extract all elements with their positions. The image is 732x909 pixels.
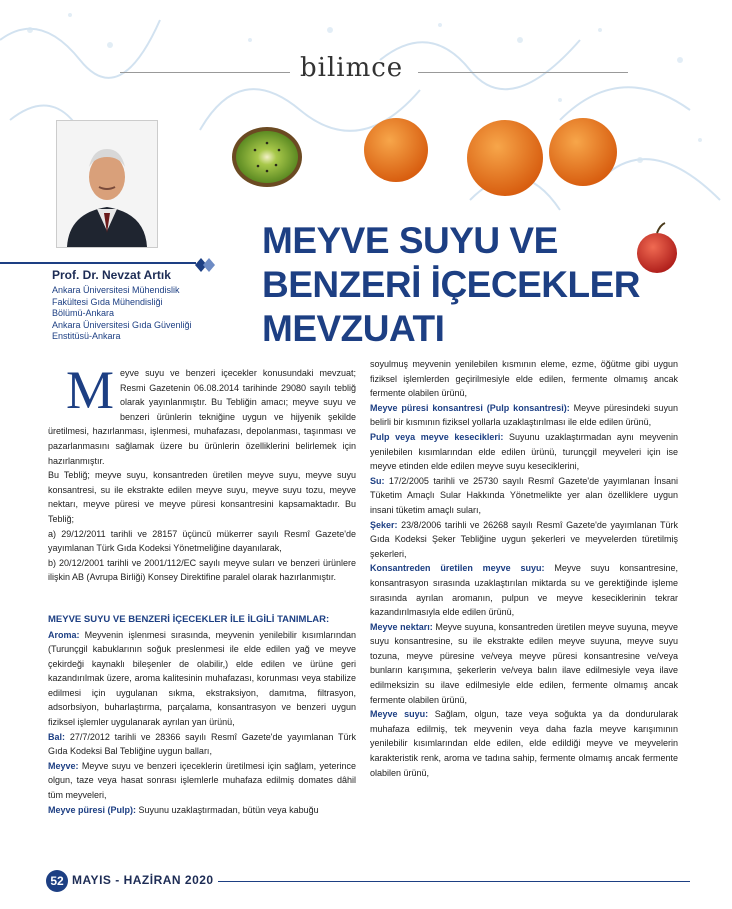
orange-fruit-3	[549, 118, 617, 186]
byline-bar	[0, 262, 196, 264]
definition-meyve-suyu: Meyve suyu: Sağlam, olgun, taze veya soğukta ya da dondurularak muhafaza edilmiş, tek meyvenin veya daha fazla meyve karışımının yenilebilir kısımlarından elde edilen, elde edildiği meyve ve meyvelerin karakteristik renk, aroma ve tadına sahip, fermente olmamış ancak fermente olabilen ürünü,	[370, 709, 678, 778]
definition-seker: Şeker: 23/8/2006 tarihli ve 26268 sayılı Resmî Gazete'de yayımlanan Türk Gıda Kodeksi Şeker Tebliğine uygun şekerleri ve meyvelerden türetilmiş şekerleri,	[370, 519, 678, 559]
title-line: MEVZUATI	[262, 308, 445, 349]
magazine-logo-icon	[193, 256, 217, 274]
paragraph: b) 20/12/2001 tarihli ve 2001/112/EC sayılı meyve suları ve benzeri ürünlere ilişkin AB (Avrupa Birliği) Konsey Direktifine paralel olarak hazırlanmıştır.	[48, 557, 356, 583]
article-title	[262, 219, 682, 351]
kiwi-slice	[236, 131, 298, 183]
affiliation-line: Bölümü-Ankara	[52, 308, 115, 318]
definition-nektar: Meyve nektarı: Meyve suyuna, konsantreden üretilen meyve suyuna, meyve suyu konsantresine, su ile ekstrakte edilen meyve suyuna, meyve suyu tozuna, meyve püresine ve/veya meyve püresi konsantresine ve/veya bunların karışımına, şekerlerin ve/veya balın ilave edilmesiyle veya ilave edilmeksizin su ilave edilmesiyle elde edilen, fermente olmamış ancak fermente olabilen ürünü,	[370, 621, 678, 705]
paragraph: a) 29/12/2011 tarihli ve 28157 üçüncü mükerrer sayılı Resmî Gazete'de yayımlanan Türk Gıda Kodeksi Yönetmeliğine dayanılarak,	[48, 528, 356, 554]
header-rule-left	[120, 72, 290, 73]
paragraph: Bu Tebliğ; meyve suyu, konsantreden üretilen meyve suyu, meyve suyu konsantresi, su ile ekstrakte edilen meyve suyu, meyve suyu tozu, meyve nektarı, meyve püresi ve meyve püresi konsantresini kapsamaktadır. Bu Tebliğ;	[48, 470, 356, 524]
orange-fruit-1	[364, 118, 428, 182]
orange-fruit-2	[467, 120, 543, 196]
affiliation-line: Ankara Üniversitesi Mühendislik	[52, 285, 180, 295]
paragraph: soyulmuş meyvenin yenilebilen kısmının eleme, ezme, öğütme gibi uygun fiziksel işlemlerden geçirilmesiyle elde edilen, fermente olmamış ancak fermente olabilen ürünü,	[370, 359, 678, 399]
definition-konsantreden: Konsantreden üretilen meyve suyu: Meyve suyu konsantresine, konsantrasyon sırasında uzaklaştırılan miktarda su ve gerektiğinde işleme sırasında ayrılan aromanın, pulpun ve meyve keseciklerinin tekrar kazandırılmasıyla elde edilen ürünü,	[370, 563, 679, 618]
footer-rule	[218, 881, 690, 882]
affiliation-line: Fakültesi Gıda Mühendisliği	[52, 296, 163, 307]
affiliation-line: Enstitüsü-Ankara	[52, 331, 121, 341]
article-column-left	[48, 360, 356, 817]
definition-su: Su: 17/2/2005 tarihli ve 25730 sayılı Resmî Gazete'de yayımlanan İnsani Tüketim Amaçlı Sular Hakkında Yönetmelikte yer alan özelliklere uygun insani tüketim amaçlı suları,	[370, 475, 678, 515]
affiliation-line: Ankara Üniversitesi Gıda Güvenliği	[52, 319, 192, 330]
definition-meyve-puresi: Meyve püresi (Pulp): Suyunu uzaklaştırmadan, bütün veya kabuğu	[48, 804, 319, 815]
definition-kesecik: Pulp veya meyve kesecikleri: Suyunu uzaklaştırmadan aynı meyvenin yenilebilen kısımlarından elde edilen ürünü, turunçgil meyveleri için ise meyve etinden elde edilen meyve suyu keseciklerini,	[370, 431, 678, 472]
author-name: Prof. Dr. Nevzat Artık	[52, 268, 171, 282]
definition-bal: Bal: 27/7/2012 tarihli ve 28366 sayılı Resmî Gazete'de yayımlanan Türk Gıda Kodeksi Bal Tebliğine uygun balları,	[48, 731, 356, 757]
definition-aroma: Aroma: Meyvenin işlenmesi sırasında, meyvenin yenilebilir kısımlarından (Turunçgil kabuklarının soğuk preslenmesi ile elde edilen yağ ve meyve çekirdeği kaynaklı bileşenler de olabilir,) elde edilen ve ürüne geri kazandırılmak üzere, aroma kalitesinin muhafazası, korunması veya stabilize edilmesi için uygulanan sıkma, ekstraksiyon, damıtma, filtrasyon, adsorbsiyon, buharlaştırma, parçalama, konsantrasyon ve benzeri uygun fiziksel işlemler uygulanarak ayrılan yan ürünü,	[48, 629, 356, 728]
article-column-right	[370, 357, 678, 780]
author-affiliation	[52, 285, 232, 343]
intro-paragraph: Meyve suyu ve benzeri içecekler konusundaki mevzuat; Resmi Gazetenin 06.08.2014 tarihinde 29080 sayılı tebliğ olarak yayınlanmıştır. Bu Tebliğin amacı; meyve suyu ve benzeri ürünlerin tekniğine uygun ve hijyenik şekilde üretilmesi, hazırlanması, işlenmesi, muhafazası, depolanması, taşınması ve pazarlanmasını sağlamak üzere bu ürünlerin özelliklerini belirlemek için hazırlanmıştır.	[48, 360, 356, 466]
definition-pure-konsantresi: Meyve püresi konsantresi (Pulp konsantresi): Meyve püresindeki suyun belirli bir kısmının fiziksel yollarla uzaklaştırılması ile elde edilen ürünü,	[370, 402, 678, 428]
drop-cap: M	[66, 360, 115, 420]
definition-meyve: Meyve: Meyve suyu ve benzeri içeceklerin üretilmesi için sağlam, yeterince olgun, taze veya hasat sonrası işlemlerle muhafaza edilmiş domates dâhil tüm meyveleri,	[48, 760, 356, 801]
definitions-heading: MEYVE SUYU VE BENZERİ İÇECEKLER İLE İLGİLİ TANIMLAR:	[48, 613, 330, 625]
title-line: BENZERİ İÇECEKLER	[262, 264, 640, 305]
header-rule-right	[418, 72, 628, 73]
title-line: MEYVE SUYU VE	[262, 220, 558, 261]
page-number: 52	[46, 870, 68, 892]
section-label: bilimce	[300, 53, 404, 83]
author-photo	[56, 120, 158, 248]
issue-date: MAYIS - HAZİRAN 2020	[72, 873, 214, 887]
